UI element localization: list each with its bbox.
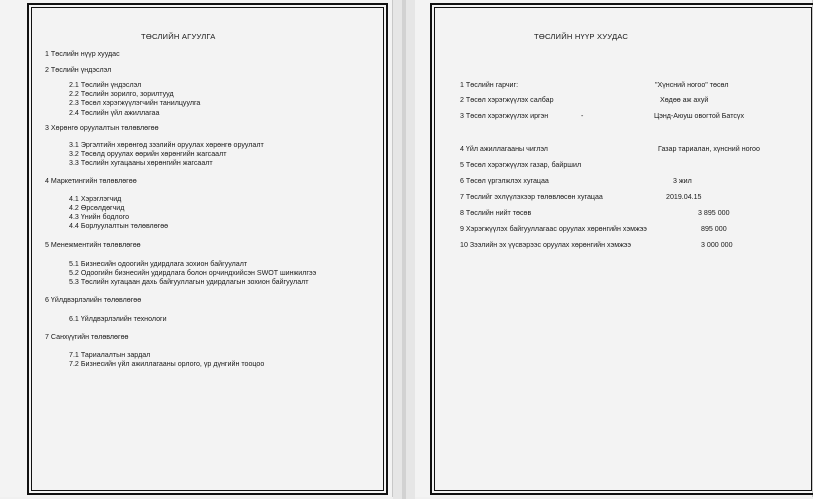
cover-row-1-value: "Хүнсний ногоо" төсөл — [655, 81, 729, 89]
cover-row-3-value: Цэнд-Аюуш овогтой Батсүх — [654, 112, 745, 120]
toc-section-5: 5 Менежментийн төлөвлөгөө — [45, 241, 141, 249]
cover-row-8-label: 8 Төслийн нийт төсөв — [460, 209, 532, 217]
cover-title: ТӨСЛИЙН НҮҮР ХУУДАС — [534, 32, 629, 41]
toc-section-2: 2 Төслийн үндэслэл — [45, 66, 112, 74]
toc-item-2-3: 2.3 Төсөл хэрэгжүүлэгчийн танилцуулга — [69, 99, 201, 107]
toc-item-5-1: 5.1 Бизнесийн одоогийн удирдлага зохион байгуулалт — [69, 260, 248, 268]
toc-section-6: 6 Үйлдвэрлэлийн төлөвлөгөө — [45, 296, 142, 304]
toc-section-4: 4 Маркетингийн төлөвлөгөө — [45, 177, 137, 185]
toc-item-6-1: 6.1 Үйлдвэрлэлийн технологи — [69, 315, 167, 323]
cover-row-5-label: 5 Төсөл хэрэгжүүлэх газар, байршил — [460, 161, 582, 169]
cover-row-10-label: 10 Зээлийн эх үүсвэрээс оруулах хөрөнгийн хэмжээ — [460, 241, 632, 249]
cover-row-2-label: 2 Төсөл хэрэгжүүлэх салбар — [460, 96, 554, 104]
toc-item-5-2: 5.2 Одоогийн бизнесийн удирдлага болон орчиндхийсэн SWOT шинжилгээ — [69, 269, 317, 277]
toc-section-7: 7 Санхүүгийн төлөвлөгөө — [45, 333, 129, 341]
scrollbar-track[interactable] — [402, 0, 406, 499]
cover-row-7-value: 2019.04.15 — [666, 193, 702, 201]
toc-item-2-2: 2.2 Төслийн зорилго, зорилтууд — [69, 90, 174, 98]
cover-row-4-value: Газар тариалан, хүнсний ногоо — [658, 145, 760, 153]
toc-item-7-2: 7.2 Бизнесийн үйл ажиллагааны орлого, үр дүнгийн тооцоо — [69, 360, 265, 368]
cover-row-6-label: 6 Төсөл үргэлжлэх хугацаа — [460, 177, 549, 185]
cover-page — [415, 0, 813, 497]
page-gap-scrollbar[interactable] — [393, 0, 415, 499]
cover-row-3-dash: - — [581, 112, 584, 120]
toc-section-3: 3 Хөрөнгө оруулалтын төлөвлөгөө — [45, 124, 159, 132]
toc-item-2-1: 2.1 Төслийн үндэслэл — [69, 81, 142, 89]
toc-item-4-4: 4.4 Борлуулалтын төлөвлөгөө — [69, 222, 169, 230]
toc-page — [0, 0, 393, 497]
toc-item-5-3: 5.3 Төслийн хугацаан дахь байгууллагын удирдлагын зохион байгуулалт — [69, 278, 309, 286]
toc-item-2-4: 2.4 Төслийн үйл ажиллагаа — [69, 109, 160, 117]
toc-item-4-2: 4.2 Өрсөлдөгчид — [69, 204, 125, 212]
cover-row-9-label: 9 Хэрэгжүүлэх байгууллагаас оруулах хөрөнгийн хэмжээ — [460, 225, 647, 233]
toc-item-7-1: 7.1 Тариалалтын зардал — [69, 351, 151, 359]
cover-row-9-value: 895 000 — [701, 225, 727, 233]
toc-title: ТӨСЛИЙН АГУУЛГА — [141, 32, 216, 41]
cover-row-1-label: 1 Төслийн гарчиг: — [460, 81, 519, 89]
cover-row-4-label: 4 Үйл ажиллагааны чиглэл — [460, 145, 548, 153]
cover-row-6-value: 3 жил — [673, 177, 692, 185]
cover-row-8-value: 3 895 000 — [698, 209, 730, 217]
toc-item-3-1: 3.1 Эргэлтийн хөрөнгөд зээлийн оруулах хөрөнгө оруулалт — [69, 141, 264, 149]
toc-section-1: 1 Төслийн нүүр хуудас — [45, 50, 120, 58]
cover-row-3-label: 3 Төсөл хэрэгжүүлэх иргэн — [460, 112, 549, 120]
toc-item-3-2: 3.2 Төсөлд оруулах өөрийн хөрөнгийн жагсаалт — [69, 150, 227, 158]
cover-row-7-label: 7 Төслийг эхлүүлэхээр төлөвлөсөн хугацаа — [460, 193, 603, 201]
toc-item-4-3: 4.3 Үнийн бодлого — [69, 213, 130, 221]
cover-row-10-value: 3 000 000 — [701, 241, 733, 249]
cover-row-2-value: Хөдөө аж ахуй — [660, 96, 709, 104]
toc-item-4-1: 4.1 Хэрэглэгчид — [69, 195, 122, 203]
toc-item-3-3: 3.3 Төслийн хугацааны хөрөнгийн жагсаалт — [69, 159, 213, 167]
